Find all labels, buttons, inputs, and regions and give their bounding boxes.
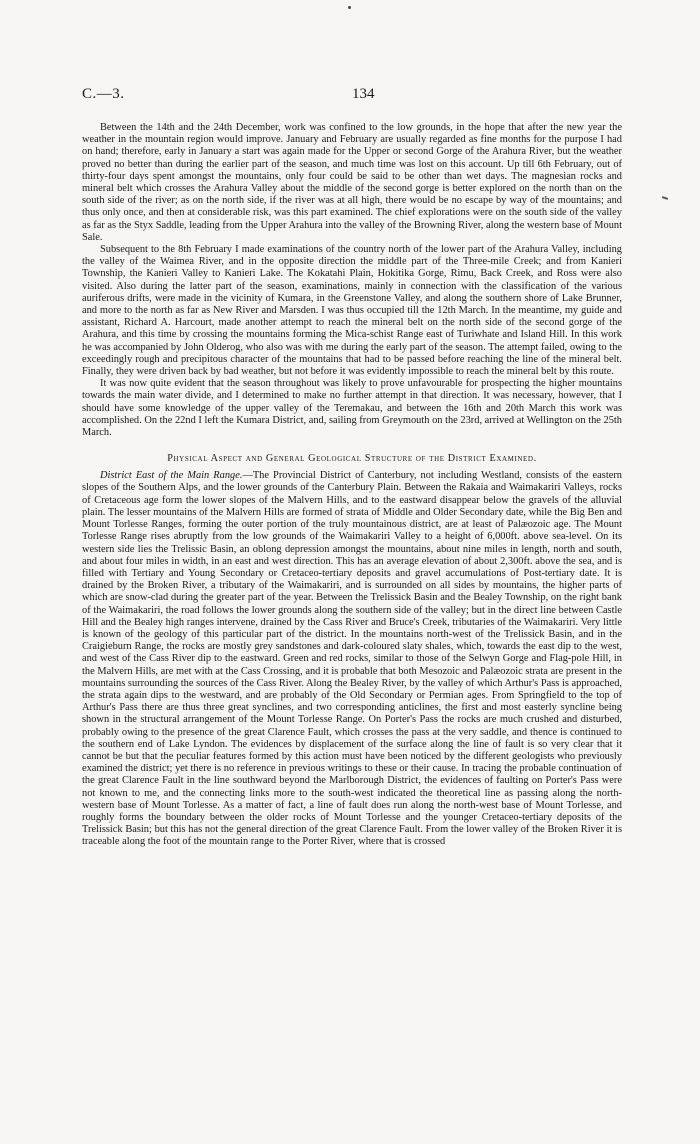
document-page [82, 86, 622, 849]
subsection-title: District East of the Main Range. [100, 470, 243, 482]
page-header [82, 86, 622, 110]
paragraph-district-east [82, 470, 622, 848]
subsection-text: —The Provincial District of Canterbury, not including Westland, consists of the eastern slopes of the Southern Alps, and the lower grounds of the Canterbury Plain. Between the Rakaia and Waimakariri Valleys, rocks of Cretaceous age form the lower slopes of the Malvern Hills, and to the eastward disappear below the gravels of the alluvial plain. The lesser mountains of the Malvern Hills are formed of strata of Middle and Older Secondary date, while the Big Ben and Mount Torlesse Ranges, forming the outer portion of the truly mountainous district, are at least of Palæozoic age. The Mount Torlesse Range rises abruptly from the low grounds of the Waimakariri Valley to a height of 6,000ft. above sea-level. On its western side lies the Trelissic Basin, an oblong depression amongst the mountains, about nine miles in length, north and south, and about four miles in width, in an east and west direction. This has an average elevation of about 2,300ft. above the sea, and is filled with Tertiary and Young Secondary or Cretaceo-tertiary deposits and gravel accumulations of Post-tertiary date. It is drained by the Broken River, a tributary of the Waimakariri, and is surrounded on all sides by mountains, the higher parts of which are snow-clad during the greater part of the year. Between the Trelissick Basin and the Bealey Township, on the right bank of the Waimakariri, the road follows the lower grounds along the southern side of the valley; but in the direct line between Castle Hill and the Bealey high ranges intervene, drained by the Cass River and Bruce's Creek, tributaries of the Waimakariri. Very little is known of the geology of this particular part of the district. In the mountains north-west of the Trelissick Basin, and in the Craigieburn Range, the rocks are mostly grey sandstones and dark-coloured slaty shales, which, towards the east dip to the west, and west of the Cass River dip to the eastward. Green and red rocks, similar to those of the Selwyn Gorge and Flag-pole Hill, in the Malvern Hills, are met with at the Cass Crossing, and it is probable that both Mesozoic and Palæozoic strata are present in the mountains surrounding the sources of the Cass River. Along the Bealey River, by the valley of which Arthur's Pass is approached, the strata again dips to the westward, and are probably of the Old Secondary or Permian ages. From Springfield to the top of Arthur's Pass there are thus three great synclines, and two corresponding anticlines, the first and most easterly syncline being shown in the structural arrangement of the Mount Torlesse Range. On Porter's Pass the rocks are much crushed and disturbed, probably owing to the presence of the great Clarence Fault, which crosses the pass at the very saddle, and thence is continued to the southern end of Lake Lyndon. The evidences by displacement of the surface along the line of fault is so very clear that it cannot be but that the peculiar features formed by this action must have been noticed by the different geologists who previously examined the district; yet there is no reference in previous writings to these or their cause. In tracing the probable continuation of the great Clarence Fault in the line southward beyond the Marlborough District, the evidences of faulting on Porter's Pass were not known to me, and the connecting links more to the south-west indicated the theoretical line as passing along the north-western base of Mount Torlesse. As a matter of fact, a line of fault does run along the north-west base of Mount Torlesse, and roughly forms the boundary between the older rocks of Mount Torlesse and the younger Cretaceo-tertiary deposits of the Trelissick Basin; but this has not the general direction of the great Clarence Fault. From the lower valley of the Broken River it is traceable along the foot of the mountain range to the Porter River, where that is crossed [82, 470, 622, 848]
report-code: C.—3. [82, 86, 125, 102]
page-speck [348, 6, 351, 9]
paragraph-1: Between the 14th and the 24th December, work was confined to the low grounds, in the hope that after the new year the weather in the mountain region would improve. January and February are usually regarded as fine months for the purpose I had on hand; therefore, early in January a start was again made for the Upper or second Gorge of the Arahura River, but the weather proved no better than during the earlier part of the season, and much time was lost on this account. Up till 6th February, out of thirty-four days spent amongst the mountains, only four could be said to be other than wet days. The magnesian rocks and mineral belt which crosses the Arahura Valley about the middle of the second gorge is better explored on the north than on the south side of the river; as on the north side, if the river was at all high, there would be no escape by way of the mountains; and thus only once, and then at considerable risk, was this part examined. The chief explorations were on the south side of the valley as far as the Styx Saddle, leading from the Upper Arahura into the valley of the Browning River, along the western base of Mount Sale. [82, 122, 622, 243]
paragraph-2: Subsequent to the 8th February I made examinations of the country north of the lower part of the Arahura Valley, including the valley of the Waimea River, and in the opposite direction the middle part of the Three-mile Creek; and from Kanieri Township, the Kanieri Valley to Kanieri Lake. The Kokatahi Plain, Hokitika Gorge, Rimu, Back Creek, and Ross were also visited. Also during the latter part of the season, examinations, mainly in connection with the classification of the various auriferous drifts, were made in the vicinity of Kumara, in the Greenstone Valley, and along the southern shore of Lake Brunner, and more to the north as far as New River and Marsden. I was thus occupied till the 12th March. In the meantime, my guide and assistant, Richard A. Harcourt, made another attempt to reach the mineral belt on the north side of the second gorge of the Arahura, and this time by crossing the mountains forming the Mica-schist Range east of Turiwhate and Island Hill. In this work he was accompanied by John Olderog, who also was with me during the early part of the season. The attempt failed, owing to the exceedingly rough and precipitous character of the mountains that had to be passed before reaching the line of the mineral belt. Finally, they were driven back by bad weather, but not before it was evidently impossible to reach the mineral belt by this route. [82, 244, 622, 378]
page-number: 134 [352, 86, 375, 102]
section-heading: Physical Aspect and General Geological Structure of the District Examined. [167, 453, 537, 465]
margin-mark [662, 196, 668, 200]
paragraph-3: It was now quite evident that the season throughout was likely to prove unfavourable for prospecting the higher mountains towards the main water divide, and I determined to make no further attempt in that direction. It was necessary, however, that I should have some knowledge of the upper valley of the Teremakau, and between the 16th and 20th March this work was accomplished. On the 22nd I left the Kumara District, and, sailing from Greymouth on the 23rd, arrived at Wellington on the 25th March. [82, 378, 622, 439]
